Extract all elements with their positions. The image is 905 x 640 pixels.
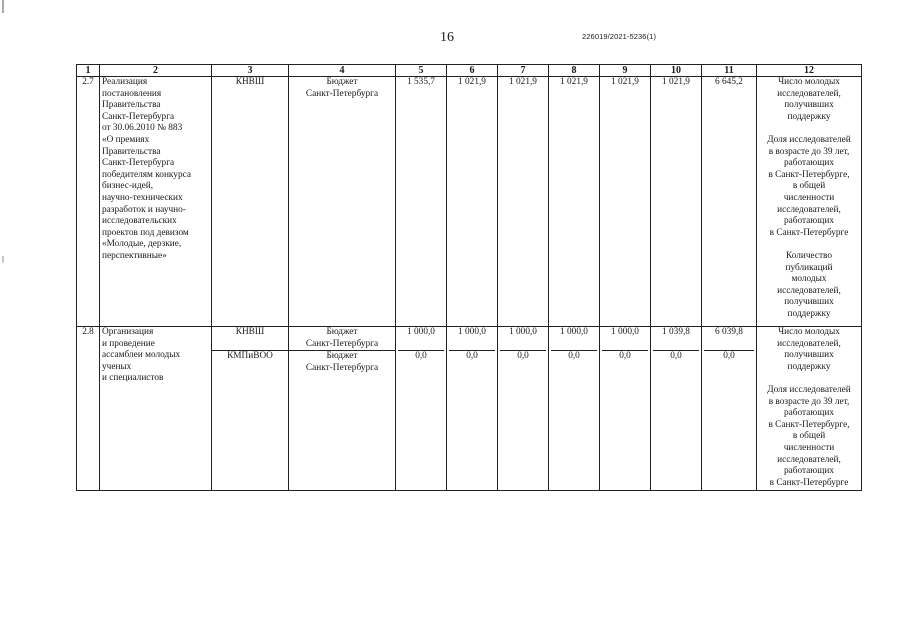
activity-name: Организация и проведение ассамблеи молодых ученых и специалистов xyxy=(100,327,212,491)
indicator: Количество публикаций молодых исследователей, получивших поддержку xyxy=(777,250,841,319)
value-cell: 1 021,9 xyxy=(498,77,549,327)
funding-source-line: Бюджет Санкт-Петербурга xyxy=(289,350,396,374)
column-header: 1 xyxy=(77,65,100,77)
executor: КНВШ xyxy=(212,77,289,327)
value-cell: 1 021,9 xyxy=(549,77,600,327)
value-line: 1 000,0 xyxy=(458,327,486,337)
funding-source: Бюджет Санкт-Петербурга xyxy=(289,77,396,327)
total-value-cell xyxy=(702,327,757,491)
value-line: 0,0 xyxy=(398,350,444,363)
funding-source xyxy=(289,327,396,491)
column-header: 9 xyxy=(600,65,651,77)
value-line: 0,0 xyxy=(602,350,648,363)
value-line: 0,0 xyxy=(704,350,754,363)
value-line: 0,0 xyxy=(653,350,699,363)
scan-edge-artifact xyxy=(2,0,4,640)
value-line: 1 000,0 xyxy=(611,327,639,337)
column-header: 11 xyxy=(702,65,757,77)
program-activities-table xyxy=(76,64,862,491)
executor-line: КМПиВОО xyxy=(212,350,289,363)
header-row xyxy=(77,65,862,77)
table-row xyxy=(77,77,862,327)
page-number: 16 xyxy=(440,30,454,45)
indicators-cell xyxy=(757,327,862,491)
indicator: Доля исследователей в возрасте до 39 лет, работающих в Санкт-Петербурге, в общей численности исследователей, работающих в Санкт-Петербурге xyxy=(767,134,851,238)
value-cell xyxy=(600,327,651,491)
document-id: 226019/2021-5236(1) xyxy=(582,32,657,41)
column-header: 12 xyxy=(757,65,862,77)
executor xyxy=(212,327,289,491)
value-line: 6 039,8 xyxy=(715,327,743,337)
value-line: 1 000,0 xyxy=(560,327,588,337)
executor-line: КНВШ xyxy=(235,327,265,337)
value-line: 0,0 xyxy=(551,350,597,363)
column-header: 10 xyxy=(651,65,702,77)
column-header: 8 xyxy=(549,65,600,77)
value-line: 0,0 xyxy=(500,350,546,363)
value-cell xyxy=(549,327,600,491)
total-value-cell: 6 645,2 xyxy=(702,77,757,327)
column-header: 2 xyxy=(100,65,212,77)
value-cell: 1 535,7 xyxy=(396,77,447,327)
value-line: 0,0 xyxy=(449,350,495,363)
value-cell: 1 021,9 xyxy=(651,77,702,327)
indicator: Число молодых исследователей, получивших поддержку xyxy=(777,327,841,372)
value-cell: 1 021,9 xyxy=(447,77,498,327)
activity-name: Реализация постановления Правительства Санкт-Петербурга от 30.06.2010 № 883 «О премиях Правительства Санкт-Петербурга победителям конкурса бизнес-идей, научно-технических разработок и научно- исследовательских проектов под девизом «Молодые, дерзкие, перспективные» xyxy=(100,77,212,327)
column-header: 6 xyxy=(447,65,498,77)
column-header: 4 xyxy=(289,65,396,77)
column-header: 5 xyxy=(396,65,447,77)
value-cell: 1 021,9 xyxy=(600,77,651,327)
row-number: 2.7 xyxy=(77,77,100,327)
value-line: 1 039,8 xyxy=(662,327,690,337)
column-header: 7 xyxy=(498,65,549,77)
value-cell xyxy=(396,327,447,491)
row-number: 2.8 xyxy=(77,327,100,491)
indicator: Число молодых исследователей, получивших поддержку xyxy=(777,77,841,122)
value-line: 1 000,0 xyxy=(407,327,435,337)
indicators-cell xyxy=(757,77,862,327)
indicator: Доля исследователей в возрасте до 39 лет, работающих в Санкт-Петербурге, в общей численности исследователей, работающих в Санкт-Петербурге xyxy=(767,384,851,488)
value-line: 1 000,0 xyxy=(509,327,537,337)
value-cell xyxy=(447,327,498,491)
column-header: 3 xyxy=(212,65,289,77)
value-cell xyxy=(498,327,549,491)
table-row xyxy=(77,327,862,491)
value-cell xyxy=(651,327,702,491)
funding-source-line: Бюджет Санкт-Петербурга xyxy=(305,327,379,349)
